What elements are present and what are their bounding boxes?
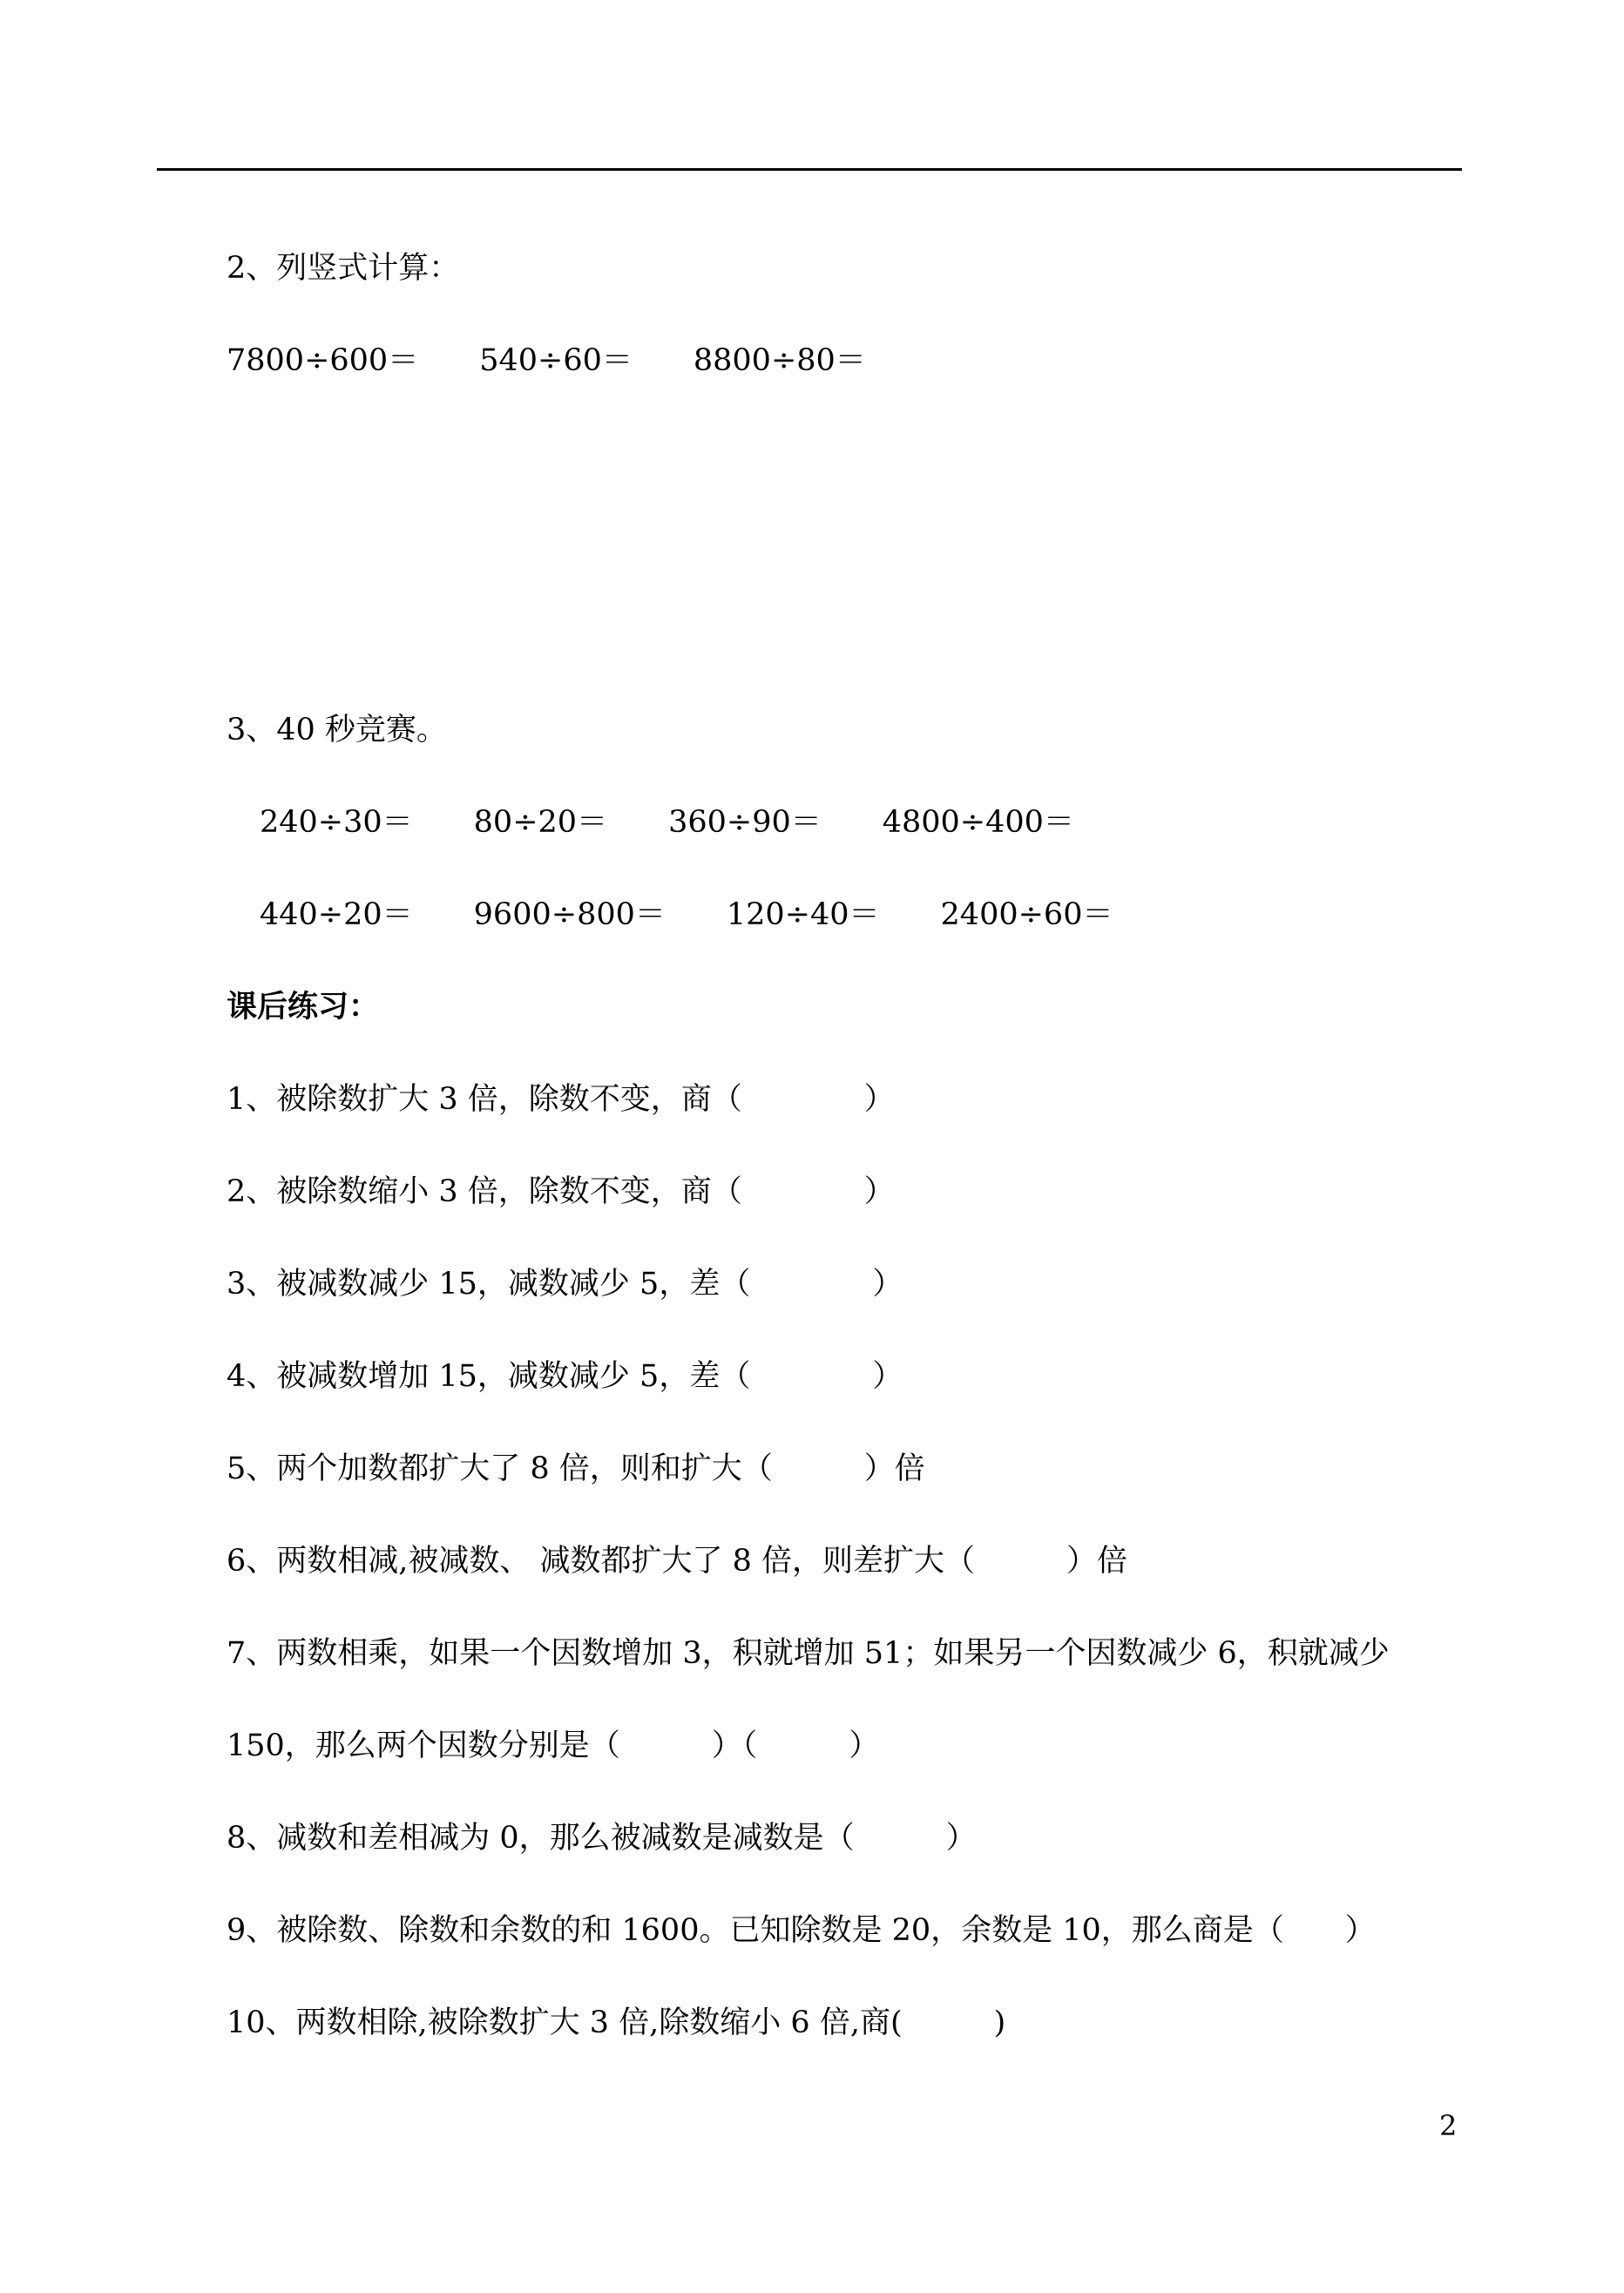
homework-item-4: 4、被减数增加 15，减数减少 5，差（ ） <box>227 1359 903 1394</box>
page-number: 2 <box>1439 2109 1458 2142</box>
section-2-heading: 2、列竖式计算： <box>227 251 460 286</box>
homework-item-7-line-1: 7、两数相乘，如果一个因数增加 3，积就增加 51；如果另一个因数减少 6，积就减少 <box>227 1636 1390 1671</box>
homework-item-7-line-2: 150，那么两个因数分别是（ ）（ ） <box>227 1728 880 1763</box>
section-3-row-1: 240÷30＝ 80÷20＝ 360÷90＝ 4800÷400＝ <box>260 805 1074 840</box>
section-2-problems: 7800÷600＝ 540÷60＝ 8800÷80＝ <box>227 343 866 378</box>
homework-item-1: 1、被除数扩大 3 倍，除数不变，商（ ） <box>227 1082 895 1117</box>
homework-item-5: 5、两个加数都扩大了 8 倍，则和扩大（ ）倍 <box>227 1451 925 1486</box>
homework-item-3: 3、被减数减少 15，减数减少 5，差（ ） <box>227 1267 903 1302</box>
homework-item-9: 9、被除数、除数和余数的和 1600。已知除数是 20，余数是 10，那么商是（ ） <box>227 1913 1376 1948</box>
section-3-row-2: 440÷20＝ 9600÷800＝ 120÷40＝ 2400÷60＝ <box>260 897 1113 932</box>
homework-item-6: 6、两数相减,被减数、 减数都扩大了 8 倍，则差扩大（ ）倍 <box>227 1544 1128 1579</box>
homework-heading: 课后练习： <box>227 989 380 1025</box>
section-3-heading: 3、40 秒竞赛。 <box>227 713 447 747</box>
homework-item-10: 10、两数相除,被除数扩大 3 倍,除数缩小 6 倍,商( ) <box>227 2006 1006 2040</box>
homework-item-8: 8、减数和差相减为 0，那么被减数是减数是（ ） <box>227 1821 977 1856</box>
homework-item-2: 2、被除数缩小 3 倍，除数不变，商（ ） <box>227 1174 895 1209</box>
header-rule <box>157 168 1462 171</box>
